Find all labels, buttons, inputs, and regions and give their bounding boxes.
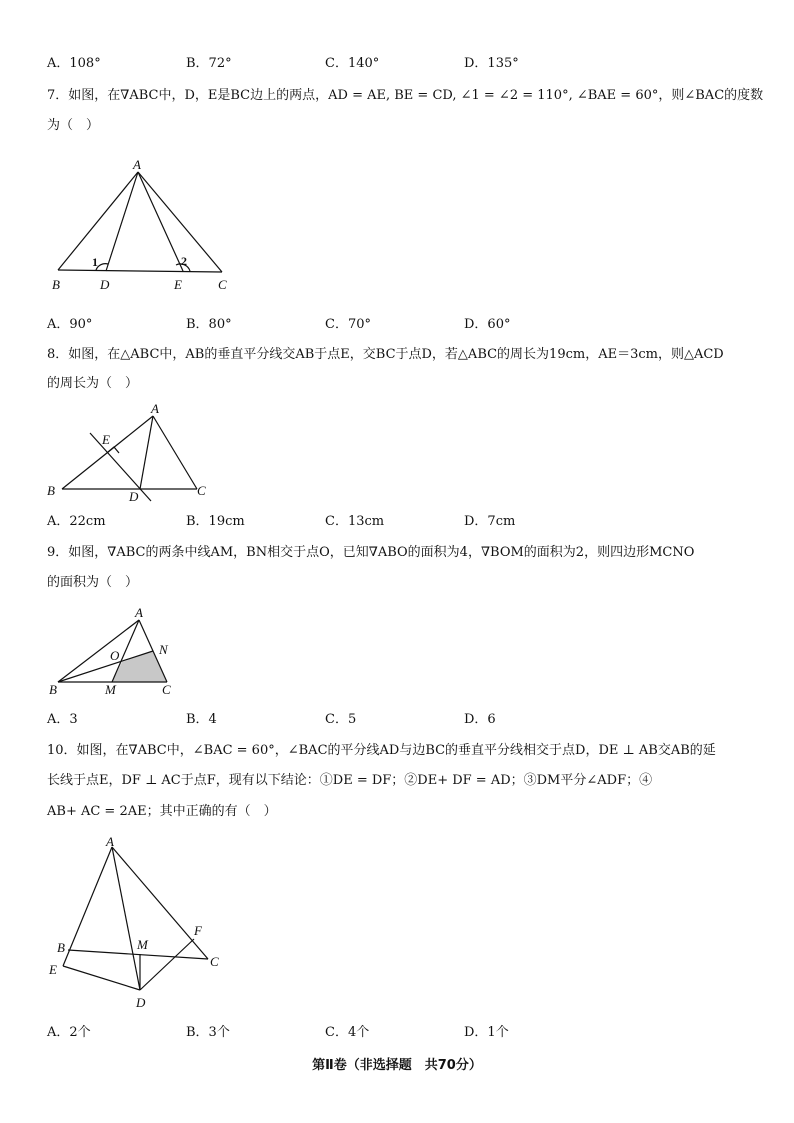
q8-segment-ac: [153, 416, 197, 489]
q7-segment-ac: [138, 172, 222, 272]
q9-option-d: D．6: [464, 712, 496, 727]
q7-label-angle-2: 2: [181, 254, 187, 268]
q8-option-a: A．22cm: [47, 514, 106, 529]
q7-option-b: B．80°: [186, 317, 232, 332]
q7-label-b: B: [52, 277, 60, 292]
q8-label-d: D: [129, 489, 139, 504]
q8-segment-ad: [140, 416, 153, 489]
section-heading-part-2: 第Ⅱ卷（非选择题 共70分）: [312, 1058, 482, 1073]
q10-label-f: F: [194, 923, 202, 938]
q9-label-m: M: [105, 682, 116, 697]
q7-option-d: D．60°: [464, 317, 511, 332]
q10-label-m: M: [137, 937, 148, 952]
q9-stem-line2: 的面积为（ ）: [47, 575, 139, 590]
q8-option-d: D．7cm: [464, 514, 516, 529]
q7-segment-bc: [58, 270, 222, 272]
q7-label-e: E: [174, 277, 182, 292]
q10-option-a: A．2个: [47, 1025, 91, 1040]
q8-label-b: B: [47, 483, 55, 498]
q7-label-d: D: [100, 277, 110, 292]
q8-option-c: C．13cm: [325, 514, 385, 529]
q10-stem-line1: 10．如图，在∇ABC中，∠BAC = 60°，∠BAC的平分线AD与边BC的垂直平分线相交于点D，DE ⊥ AB交AB的延: [47, 743, 716, 758]
q8-stem-line1: 8．如图，在△ABC中，AB的垂直平分线交AB于点E，交BC于点D，若△ABC的周长为19cm，AE＝3cm，则△ACD: [47, 347, 724, 362]
q7-label-angle-1: 1: [92, 255, 98, 269]
q10-option-b: B．3个: [186, 1025, 230, 1040]
q10-segment-de: [63, 966, 140, 990]
q8-right-angle-mark: [108, 447, 119, 453]
q6-option-b: B．72°: [186, 56, 232, 71]
q9-option-a: A．3: [47, 712, 78, 727]
q8-label-e: E: [102, 432, 110, 447]
q10-label-d: D: [136, 995, 146, 1010]
q10-label-b: B: [57, 940, 65, 955]
q10-option-c: C．4个: [325, 1025, 370, 1040]
q10-stem-line2: 长线于点E，DF ⊥ AC于点F，现有以下结论：①DE = DF；②DE+ DF = AD；③DM平分∠ADF；④: [47, 773, 653, 788]
q10-label-e: E: [49, 962, 57, 977]
q9-option-b: B．4: [186, 712, 217, 727]
q9-stem-line1: 9．如图，∇ABC的两条中线AM，BN相交于点O，已知∇ABO的面积为4，∇BOM的面积为2，则四边形MCNO: [47, 545, 695, 560]
q7-stem-line1: 7．如图，在∇ABC中，D，E是BC边上的两点，AD = AE, BE = CD, ∠1 = ∠2 = 110°, ∠BAE = 60°，则∠BAC的度数: [47, 88, 764, 103]
q8-label-a: A: [151, 401, 159, 416]
q10-label-c: C: [210, 954, 219, 969]
q7-label-c: C: [218, 277, 227, 292]
q10-line-ae: [63, 847, 112, 966]
q9-label-n: N: [159, 642, 168, 657]
q9-label-a: A: [135, 605, 143, 620]
q10-figure: [63, 847, 208, 990]
q9-label-b: B: [49, 682, 57, 697]
q7-option-c: C．70°: [325, 317, 371, 332]
q9-label-o: O: [110, 648, 120, 663]
q8-option-b: B．19cm: [186, 514, 245, 529]
q7-stem-line2: 为（ ）: [47, 118, 100, 133]
q7-label-a: A: [133, 157, 141, 172]
q8-perpendicular-bisector: [90, 433, 151, 501]
q10-option-d: D．1个: [464, 1025, 509, 1040]
q7-segment-ae: [138, 172, 183, 271]
q6-option-c: C．140°: [325, 56, 380, 71]
q8-label-c: C: [197, 483, 206, 498]
q6-option-d: D．135°: [464, 56, 519, 71]
q7-figure: [58, 172, 222, 272]
q7-segment-ab: [58, 172, 138, 270]
q10-segment-ac: [112, 847, 208, 959]
q10-segment-df: [140, 939, 194, 990]
q6-option-a: A．108°: [47, 56, 101, 71]
q9-label-c: C: [162, 682, 171, 697]
q9-option-c: C．5: [325, 712, 357, 727]
q7-option-a: A．90°: [47, 317, 93, 332]
q8-stem-line2: 的周长为（ ）: [47, 376, 139, 391]
q10-label-a: A: [106, 834, 114, 849]
q7-segment-ad: [106, 172, 138, 271]
q10-bisector-ad: [112, 847, 140, 990]
q10-stem-line3: AB+ AC = 2AE；其中正确的有（ ）: [47, 804, 277, 819]
